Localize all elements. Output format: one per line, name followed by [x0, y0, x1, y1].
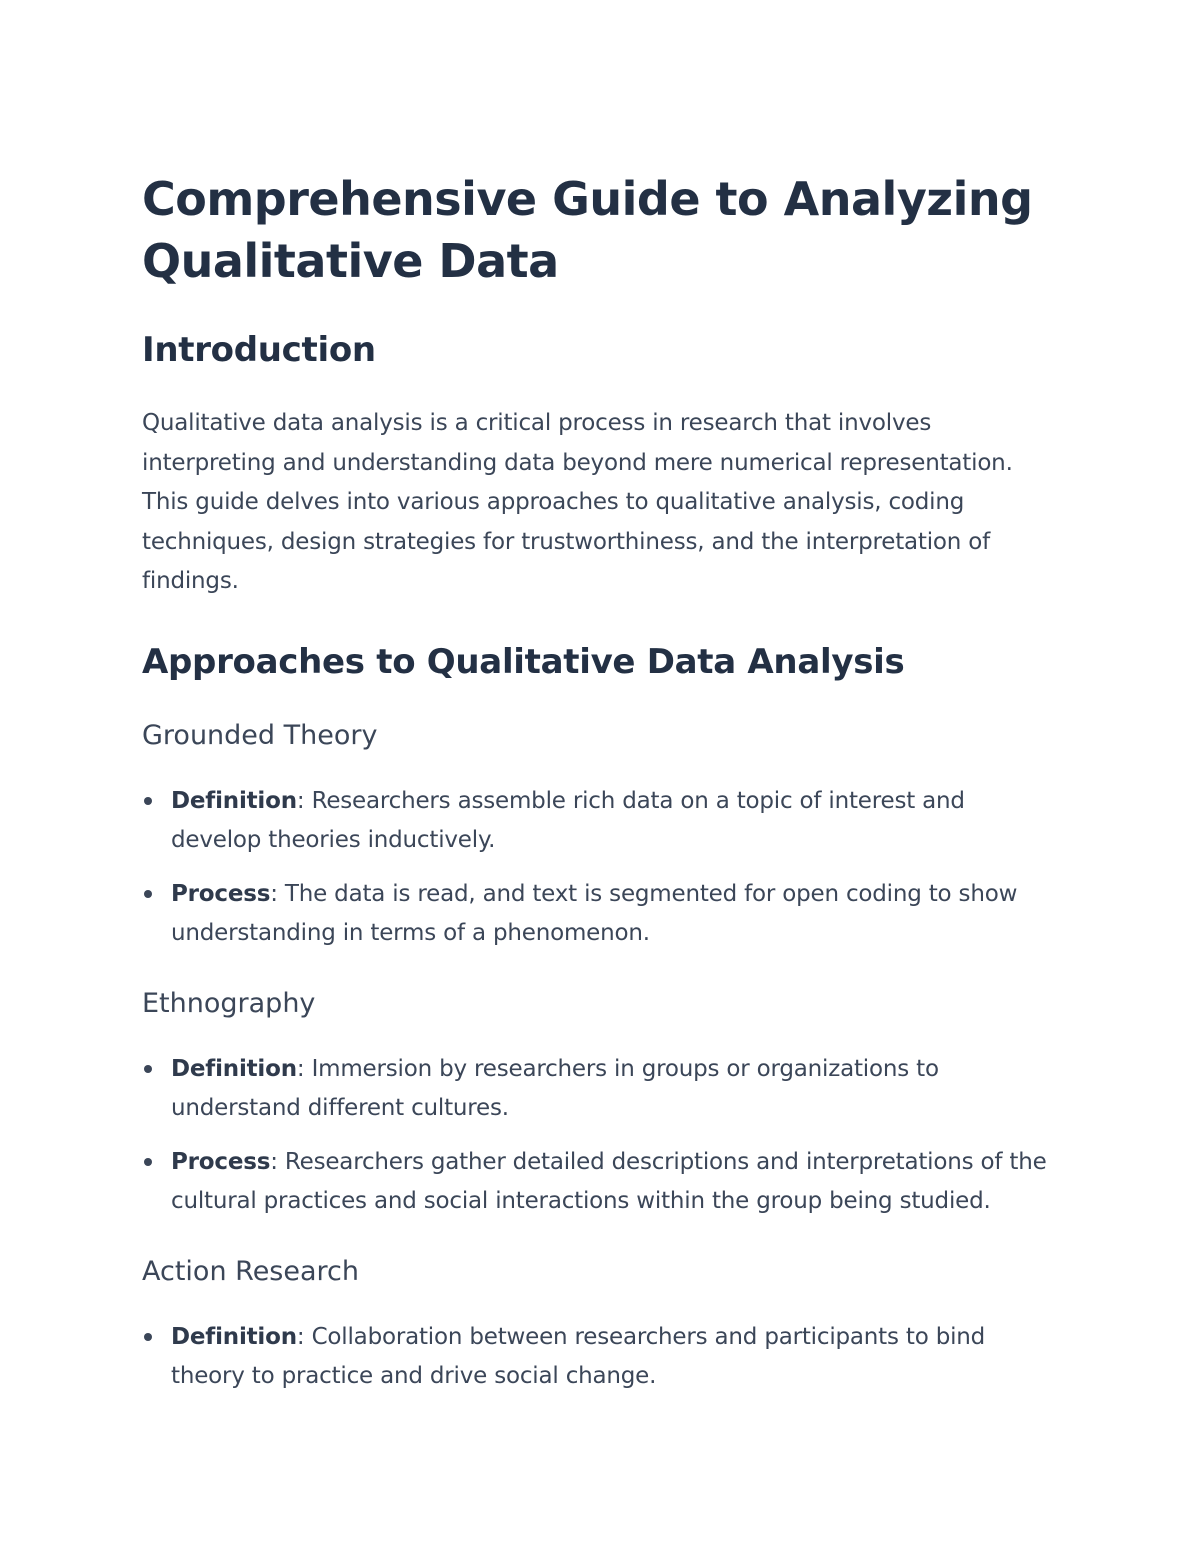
bullet-icon: [144, 1158, 152, 1166]
grounded-theory-heading: Grounded Theory: [142, 719, 378, 751]
list-item: [142, 1050, 1058, 1129]
list-item: [142, 1143, 1058, 1222]
document-title: Comprehensive Guide to Analyzing Qualitative Data: [142, 172, 1033, 288]
bullet-icon: [144, 797, 152, 805]
item-text: : Researchers assemble rich data on a topic of interest and develop theories inductively.: [171, 787, 965, 853]
action-research-list: [142, 1318, 1058, 1397]
bullet-icon: [144, 890, 152, 898]
item-text: : The data is read, and text is segmented for open coding to show understanding in terms of a phenomenon.: [171, 880, 1018, 946]
item-term: Definition: [171, 1055, 297, 1082]
bullet-icon: [144, 1333, 152, 1341]
item-term: Process: [171, 880, 271, 907]
item-term: Process: [171, 1148, 271, 1175]
introduction-heading: Introduction: [142, 330, 376, 370]
item-text: : Collaboration between researchers and participants to bind theory to practice and drive social change.: [171, 1323, 986, 1389]
ethnography-list: [142, 1050, 1058, 1222]
item-text: : Researchers gather detailed descriptions and interpretations of the cultural practices and social interactions within the group being studied.: [171, 1148, 1047, 1214]
item-term: Definition: [171, 1323, 297, 1350]
bullet-icon: [144, 1065, 152, 1073]
document-page: [142, 168, 1058, 1397]
list-item: [142, 875, 1058, 954]
list-item: [142, 1318, 1058, 1397]
action-research-heading: Action Research: [142, 1255, 359, 1287]
grounded-theory-list: [142, 782, 1058, 954]
ethnography-heading: Ethnography: [142, 987, 316, 1019]
item-term: Definition: [171, 787, 297, 814]
approaches-heading: Approaches to Qualitative Data Analysis: [142, 641, 905, 682]
item-text: : Immersion by researchers in groups or organizations to understand different cultures.: [171, 1055, 939, 1121]
list-item: [142, 782, 1058, 861]
introduction-paragraph: Qualitative data analysis is a critical process in research that involves interpreting and understanding data beyond mere numerical representation. This guide delves into various approaches to qualitative analysis, coding techniques, design strategies for trustworthiness, and the interpretation of findings.: [142, 410, 1013, 594]
